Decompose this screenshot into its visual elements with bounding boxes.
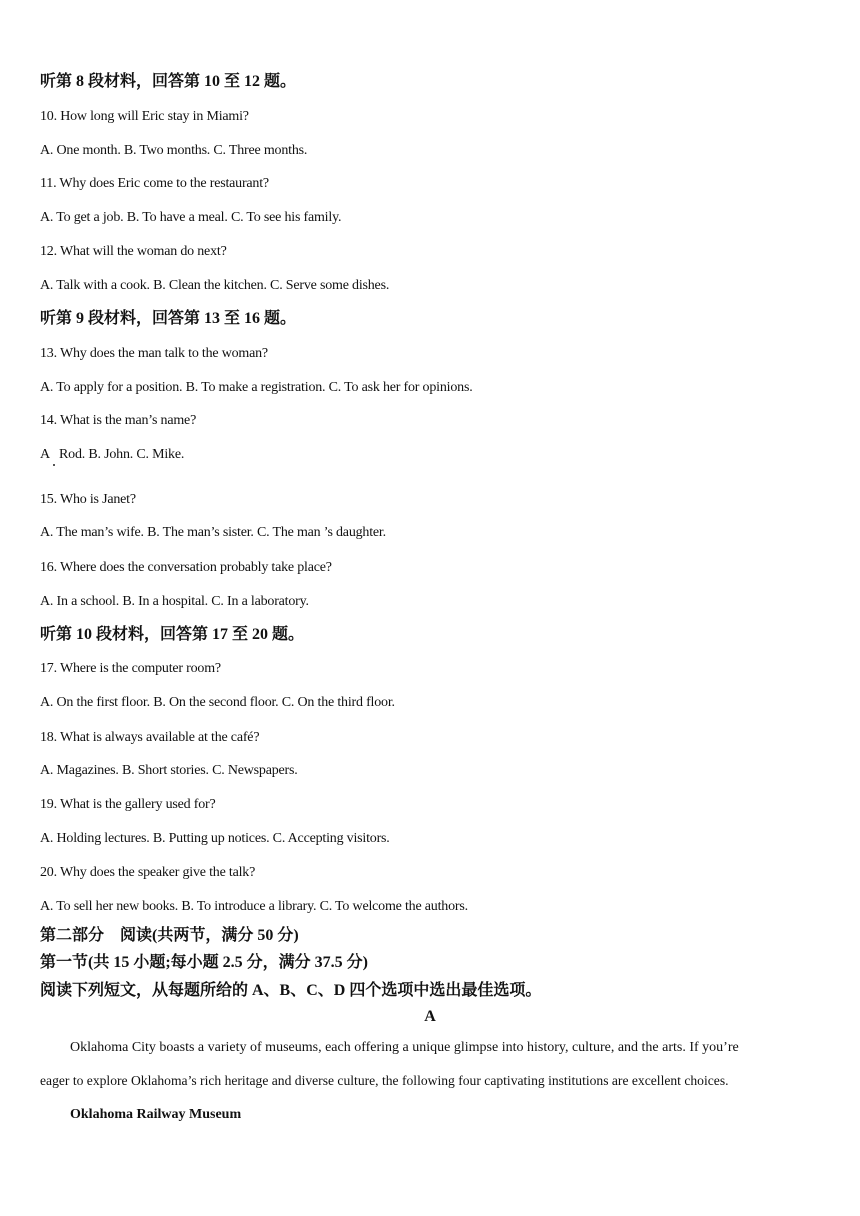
question-18: 18. What is always available at the café?	[40, 730, 260, 745]
question-12: 12. What will the woman do next?	[40, 244, 227, 259]
options-19: A. Holding lectures. B. Putting up notices. C. Accepting visitors.	[40, 831, 390, 846]
museum-subheading: Oklahoma Railway Museum	[70, 1107, 242, 1122]
question-11: 11. Why does Eric come to the restaurant?	[40, 176, 269, 191]
options-11: A. To get a job. B. To have a meal. C. To see his family.	[40, 210, 342, 225]
passage-letter: A	[424, 1008, 436, 1025]
options-10: A. One month. B. Two months. C. Three months.	[40, 143, 308, 158]
options-16: A. In a school. B. In a hospital. C. In a laboratory.	[40, 594, 309, 609]
options-12: A. Talk with a cook. B. Clean the kitchen. C. Serve some dishes.	[40, 278, 390, 293]
options-15: A. The man’s wife. B. The man’s sister. C. The man ’s daughter.	[40, 525, 386, 540]
question-10: 10. How long will Eric stay in Miami?	[40, 109, 249, 124]
section-heading-10: 听第 10 段材料，回答第 17 至 20 题。	[40, 626, 305, 643]
reading-instructions: 阅读下列短文，从每题所给的 A、B、C、D 四个选项中选出最佳选项。	[40, 982, 542, 999]
question-20: 20. Why does the speaker give the talk?	[40, 865, 256, 880]
question-15: 15. Who is Janet?	[40, 492, 136, 507]
stray-dot	[53, 464, 55, 466]
question-17: 17. Where is the computer room?	[40, 661, 221, 676]
question-13: 13. Why does the man talk to the woman?	[40, 346, 268, 361]
options-18: A. Magazines. B. Short stories. C. Newspapers.	[40, 763, 298, 778]
question-16: 16. Where does the conversation probably take place?	[40, 560, 332, 575]
options-13: A. To apply for a position. B. To make a registration. C. To ask her for opinions.	[40, 380, 473, 395]
options-17: A. On the first floor. B. On the second floor. C. On the third floor.	[40, 695, 395, 710]
section-heading-9: 听第 9 段材料，回答第 13 至 16 题。	[40, 310, 297, 327]
passage-paragraph-line-2: eager to explore Oklahoma’s rich heritage and diverse culture, the following four captivating institutions are excellent choices.	[40, 1073, 729, 1088]
section-heading-8: 听第 8 段材料，回答第 10 至 12 题。	[40, 73, 297, 90]
section-one-heading: 第一节(共 15 小题;每小题 2.5 分，满分 37.5 分)	[40, 954, 368, 971]
passage-paragraph-line-1: Oklahoma City boasts a variety of museums, each offering a unique glimpse into history, culture, and the arts. If you’re	[70, 1040, 739, 1055]
question-14: 14. What is the man’s name?	[40, 413, 197, 428]
options-14: A Rod. B. John. C. Mike.	[40, 447, 185, 462]
part-two-heading: 第二部分 阅读(共两节，满分 50 分)	[40, 927, 299, 944]
question-19: 19. What is the gallery used for?	[40, 797, 216, 812]
options-20: A. To sell her new books. B. To introduce a library. C. To welcome the authors.	[40, 899, 468, 914]
